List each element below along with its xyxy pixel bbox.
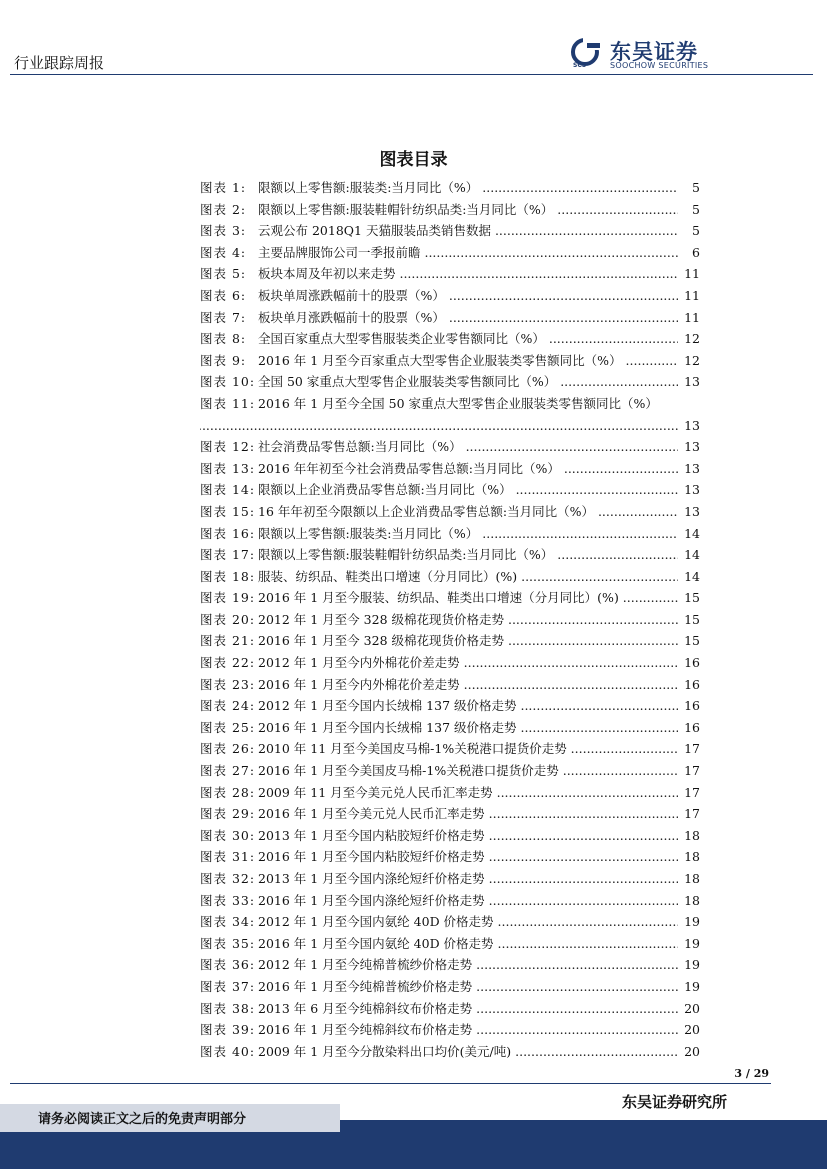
toc-entry[interactable] (200, 998, 708, 1020)
toc-entry-page: 5 (691, 199, 700, 221)
toc-entry[interactable] (200, 263, 708, 285)
toc-entry-title: 2016 年 1 月至今内外棉花价差走势 ..... (258, 674, 678, 696)
toc-entry-label: 图表 9: (200, 352, 247, 368)
toc-entry-title: 2010 年 11 月至今美国皮马棉-1%关税港口提货价走势 ..... (258, 738, 678, 760)
toc-entry-page: 15 (683, 630, 700, 652)
toc-entry[interactable] (200, 436, 708, 458)
toc-entry-label: 图表 1: (200, 180, 247, 195)
toc-entry[interactable] (200, 350, 708, 372)
toc-entry-label: 图表 28: (200, 784, 256, 800)
toc-entry-page: 5 (691, 220, 700, 242)
toc-entry-page: 13 (683, 436, 700, 458)
toc-entry[interactable] (200, 199, 708, 221)
toc-entry-page: 18 (683, 890, 700, 912)
toc-entry-label: 图表 30: (200, 827, 256, 843)
toc-entry-page: 12 (683, 350, 700, 372)
toc-entry[interactable] (200, 674, 708, 696)
toc-entry-page: 14 (683, 566, 700, 588)
toc-entry-page: 13 (683, 458, 700, 480)
toc-entry-label: 图表 18: (200, 568, 256, 584)
toc-entry-label: 图表 10: (200, 374, 256, 390)
toc-entry-page: 11 (683, 263, 700, 285)
toc-entry[interactable] (200, 220, 708, 242)
toc-entry-label: 图表 20: (200, 611, 256, 627)
toc-entry-label: 图表 19: (200, 590, 256, 606)
toc-entry-title: 2012 年 1 月至今内外棉花价差走势 ..... (258, 652, 678, 674)
toc-entry[interactable] (200, 911, 708, 933)
footer-divider (10, 1083, 771, 1084)
footer-brand: 东吴证券研究所 (621, 1093, 727, 1111)
toc-entry-page: 11 (683, 285, 700, 307)
toc-entry-title: 限额以上零售额:服装鞋帽针纺织品类:当月同比（%） ..... (258, 544, 678, 566)
toc-entry-title: 限额以上零售额:服装鞋帽针纺织品类:当月同比（%） ..... (258, 199, 678, 221)
toc-entry-label: 图表 39: (200, 1022, 256, 1038)
toc-entry-page: 20 (683, 998, 700, 1020)
toc-entry[interactable] (200, 760, 708, 782)
toc-entry-title: 云观公布 2018Q1 天猫服装品类销售数据 ..... (258, 220, 678, 242)
toc-entry-page: 16 (683, 695, 700, 717)
toc-entry[interactable] (200, 393, 708, 415)
toc-entry-title: 2016 年 1 月至今纯棉普梳纱价格走势 ..... (258, 976, 678, 998)
toc-entry-page: 14 (683, 544, 700, 566)
toc-entry-title: 2012 年 1 月至今国内长绒棉 137 级价格走势 ..... (258, 695, 678, 717)
toc-entry-title: 社会消费品零售总额:当月同比（%） ..... (258, 436, 678, 458)
toc-entry-label: 图表 12: (200, 439, 256, 455)
toc-entry[interactable] (200, 479, 708, 501)
toc-entry-title: 2016 年 1 月至今国内涤纶短纤价格走势 ..... (258, 890, 678, 912)
toc-entry-title: 2016 年 1 月至今美国皮马棉-1%关税港口提货价走势 ..... (258, 760, 678, 782)
toc-entry[interactable] (200, 285, 708, 307)
toc-entry-label: 图表 8: (200, 331, 247, 347)
toc-entry-label: 图表 32: (200, 871, 256, 886)
toc-entry-label: 图表 31: (200, 849, 256, 865)
toc-entry[interactable] (200, 846, 708, 868)
toc-entry-title: 2013 年 6 月至今纯棉斜纹布价格走势 ..... (258, 998, 678, 1020)
toc-entry-label: 图表 3: (200, 223, 247, 239)
toc-entry[interactable] (200, 371, 708, 393)
toc-entry[interactable] (200, 587, 708, 609)
toc-entry[interactable] (200, 566, 708, 588)
toc-entry-page: 13 (683, 415, 700, 437)
page-number: 3 / 29 (734, 1067, 769, 1080)
toc-entry[interactable] (200, 523, 708, 545)
toc-entry-title: 板块本周及年初以来走势 ..... (258, 263, 678, 285)
toc-entry-title: 2013 年 1 月至今国内涤纶短纤价格走势 ..... (258, 868, 678, 890)
toc-entry-label: 图表 2: (200, 201, 247, 217)
toc-entry-label: 图表 14: (200, 482, 256, 498)
svg-text:SCS: SCS (573, 62, 587, 68)
toc-entry-label: 图表 13: (200, 460, 256, 476)
toc-entry-label: 图表 7: (200, 309, 247, 325)
toc-entry-title: 2016 年 1 月至今美元兑人民币汇率走势 ..... (258, 803, 678, 825)
toc-entry-page: 20 (683, 1019, 700, 1041)
toc-entry-label: 图表 26: (200, 741, 256, 757)
toc-entry-title: 2009 年 11 月至今美元兑人民币汇率走势 ..... (258, 782, 678, 804)
toc-entry-title: 限额以上零售额:服装类:当月同比（%） ..... (258, 523, 678, 545)
toc-entry-title: 板块单月涨跌幅前十的股票（%） ..... (258, 307, 678, 329)
toc-entry-title: 2016 年 1 月至今全国 50 家重点大型零售企业服装类零售额同比（%） (258, 395, 658, 411)
header-divider (10, 74, 813, 75)
toc-entry-label: 图表 38: (200, 1000, 256, 1016)
toc-entry-page: 19 (683, 911, 700, 933)
disclaimer-notice: 请务必阅读正文之后的免责声明部分 (38, 1112, 247, 1127)
toc-entry-page: 13 (683, 371, 700, 393)
logo-english-name: SOOCHOW SECURITIES (610, 61, 709, 70)
toc-entry-title: 16 年年初至今限额以上企业消费品零售总额:当月同比（%） ..... (258, 501, 678, 523)
toc-entry-page: 12 (683, 328, 700, 350)
toc-entry[interactable] (200, 652, 708, 674)
toc-entry[interactable] (200, 544, 708, 566)
toc-entry[interactable] (200, 1041, 708, 1063)
toc-entry-title: 限额以上企业消费品零售总额:当月同比（%） ..... (258, 479, 678, 501)
toc-entry-page: 15 (683, 587, 700, 609)
logo (570, 36, 730, 72)
toc-entry-title: 全国百家重点大型零售服装类企业零售额同比（%） ..... (258, 328, 678, 350)
toc-entry-label: 图表 6: (200, 287, 247, 303)
toc-entry-title: 2016 年 1 月至今百家重点大型零售企业服装类零售额同比（%） ..... (258, 350, 678, 372)
logo-chinese-name: 东吴证券 (610, 40, 698, 64)
toc-entry-page: 18 (683, 825, 700, 847)
toc-entry-title: 2016 年 1 月至今国内粘胶短纤价格走势 ..... (258, 846, 678, 868)
toc-entry-title: 2009 年 1 月至今分散染料出口均价(美元/吨) ..... (258, 1041, 678, 1063)
toc-entry-label: 图表 34: (200, 914, 256, 930)
toc-entry-label: 图表 4: (200, 244, 247, 260)
toc-entry[interactable] (200, 738, 708, 760)
toc-entry-label: 图表 27: (200, 763, 256, 779)
toc-entry-page: 16 (683, 652, 700, 674)
toc-entry[interactable] (200, 717, 708, 739)
toc-entry[interactable] (200, 242, 708, 264)
toc-entry-label: 图表 11: (200, 395, 256, 411)
toc-entry-label: 图表 16: (200, 525, 256, 541)
toc-entry-page: 17 (683, 782, 700, 804)
toc-entry[interactable] (200, 609, 708, 631)
toc-entry-page: 18 (683, 846, 700, 868)
toc-entry-title: 全国 50 家重点大型零售企业服装类零售额同比（%） ..... (258, 371, 678, 393)
toc-entry-page: 13 (683, 479, 700, 501)
toc-entry-title: 2016 年 1 月至今服装、纺织品、鞋类出口增速（分月同比）(%) ..... (258, 587, 678, 609)
toc-entry-label: 图表 29: (200, 806, 256, 822)
toc-entry-page: 14 (683, 523, 700, 545)
toc-entry-label: 图表 21: (200, 633, 256, 649)
toc-entry-title: 2012 年 1 月至今纯棉普梳纱价格走势 ..... (258, 954, 678, 976)
toc-entry-page: 19 (683, 976, 700, 998)
toc-entry[interactable] (200, 630, 708, 652)
toc-entry-label: 图表 24: (200, 698, 256, 714)
toc-entry-page: 11 (683, 307, 700, 329)
toc-entry-page: 16 (683, 674, 700, 696)
logo-mark-icon (570, 38, 604, 68)
toc-entry-page: 19 (683, 933, 700, 955)
toc-entry-page: 5 (691, 177, 700, 199)
toc-entry-page: 19 (683, 954, 700, 976)
toc-entry[interactable] (200, 307, 708, 329)
toc-entry-title: 2016 年 1 月至今纯棉斜纹布价格走势 ..... (258, 1019, 678, 1041)
toc-entry-label: 图表 23: (200, 676, 256, 692)
toc-entry-title: 2012 年 1 月至今国内氨纶 40D 价格走势 ..... (258, 911, 678, 933)
toc-entry-title: 限额以上零售额:服装类:当月同比（%） ..... (258, 177, 678, 199)
toc-entry[interactable] (200, 177, 708, 199)
toc-entry[interactable] (200, 1019, 708, 1041)
toc-entry[interactable] (200, 458, 708, 480)
toc-entry[interactable] (200, 933, 708, 955)
toc-entry-label: 图表 17: (200, 547, 256, 563)
toc-entry-page: 17 (683, 803, 700, 825)
toc-entry-title: 2012 年 1 月至今 328 级棉花现货价格走势 ..... (258, 609, 678, 631)
toc-entry-title: 2013 年 1 月至今国内粘胶短纤价格走势 ..... (258, 825, 678, 847)
toc-entry-label: 图表 40: (200, 1043, 256, 1059)
toc-entry-label: 图表 22: (200, 655, 256, 671)
toc-entry-page: 16 (683, 717, 700, 739)
toc-entry[interactable] (200, 825, 708, 847)
toc-entry-label: 图表 5: (200, 266, 247, 282)
toc-entry-continuation[interactable] (200, 415, 708, 437)
toc-entry[interactable] (200, 803, 708, 825)
toc-entry-label: 图表 33: (200, 892, 256, 908)
toc-entry[interactable] (200, 954, 708, 976)
toc-entry-title: 服装、纺织品、鞋类出口增速（分月同比）(%) ..... (258, 566, 678, 588)
toc-entry-title: 2016 年 1 月至今国内氨纶 40D 价格走势 ..... (258, 933, 678, 955)
toc-entry-page: 17 (683, 760, 700, 782)
toc-entry-page: 15 (683, 609, 700, 631)
toc-entry-title: 2016 年年初至今社会消费品零售总额:当月同比（%） ..... (258, 458, 678, 480)
toc-entry-page: 17 (683, 738, 700, 760)
toc-entry-label: 图表 15: (200, 503, 256, 519)
toc-entry[interactable] (200, 328, 708, 350)
toc-entry-label: 图表 37: (200, 978, 256, 994)
toc-entry-title: 板块单周涨跌幅前十的股票（%） ..... (258, 285, 678, 307)
toc-entry[interactable] (200, 868, 708, 890)
toc-entry-label: 图表 25: (200, 719, 256, 735)
toc-entry-title: 2016 年 1 月至今 328 级棉花现货价格走势 ..... (258, 630, 678, 652)
header-section-label: 行业跟踪周报 (14, 54, 105, 72)
toc-entry-label: 图表 35: (200, 935, 256, 951)
toc-entry[interactable] (200, 501, 708, 523)
toc-entry-page: 6 (691, 242, 700, 264)
toc-entry-page: 20 (683, 1041, 700, 1063)
toc-entry[interactable] (200, 695, 708, 717)
toc-entry[interactable] (200, 890, 708, 912)
toc-entry-page: 13 (683, 501, 700, 523)
toc-entry-label: 图表 36: (200, 957, 256, 973)
toc-entry-title: 主要品牌服饰公司一季报前瞻 ..... (258, 242, 678, 264)
table-of-figures (200, 177, 708, 1062)
toc-entry[interactable] (200, 976, 708, 998)
toc-entry[interactable] (200, 782, 708, 804)
toc-entry-title: 2016 年 1 月至今国内长绒棉 137 级价格走势 ..... (258, 717, 678, 739)
page-title: 图表目录 (379, 150, 448, 170)
toc-entry-page: 18 (683, 868, 700, 890)
